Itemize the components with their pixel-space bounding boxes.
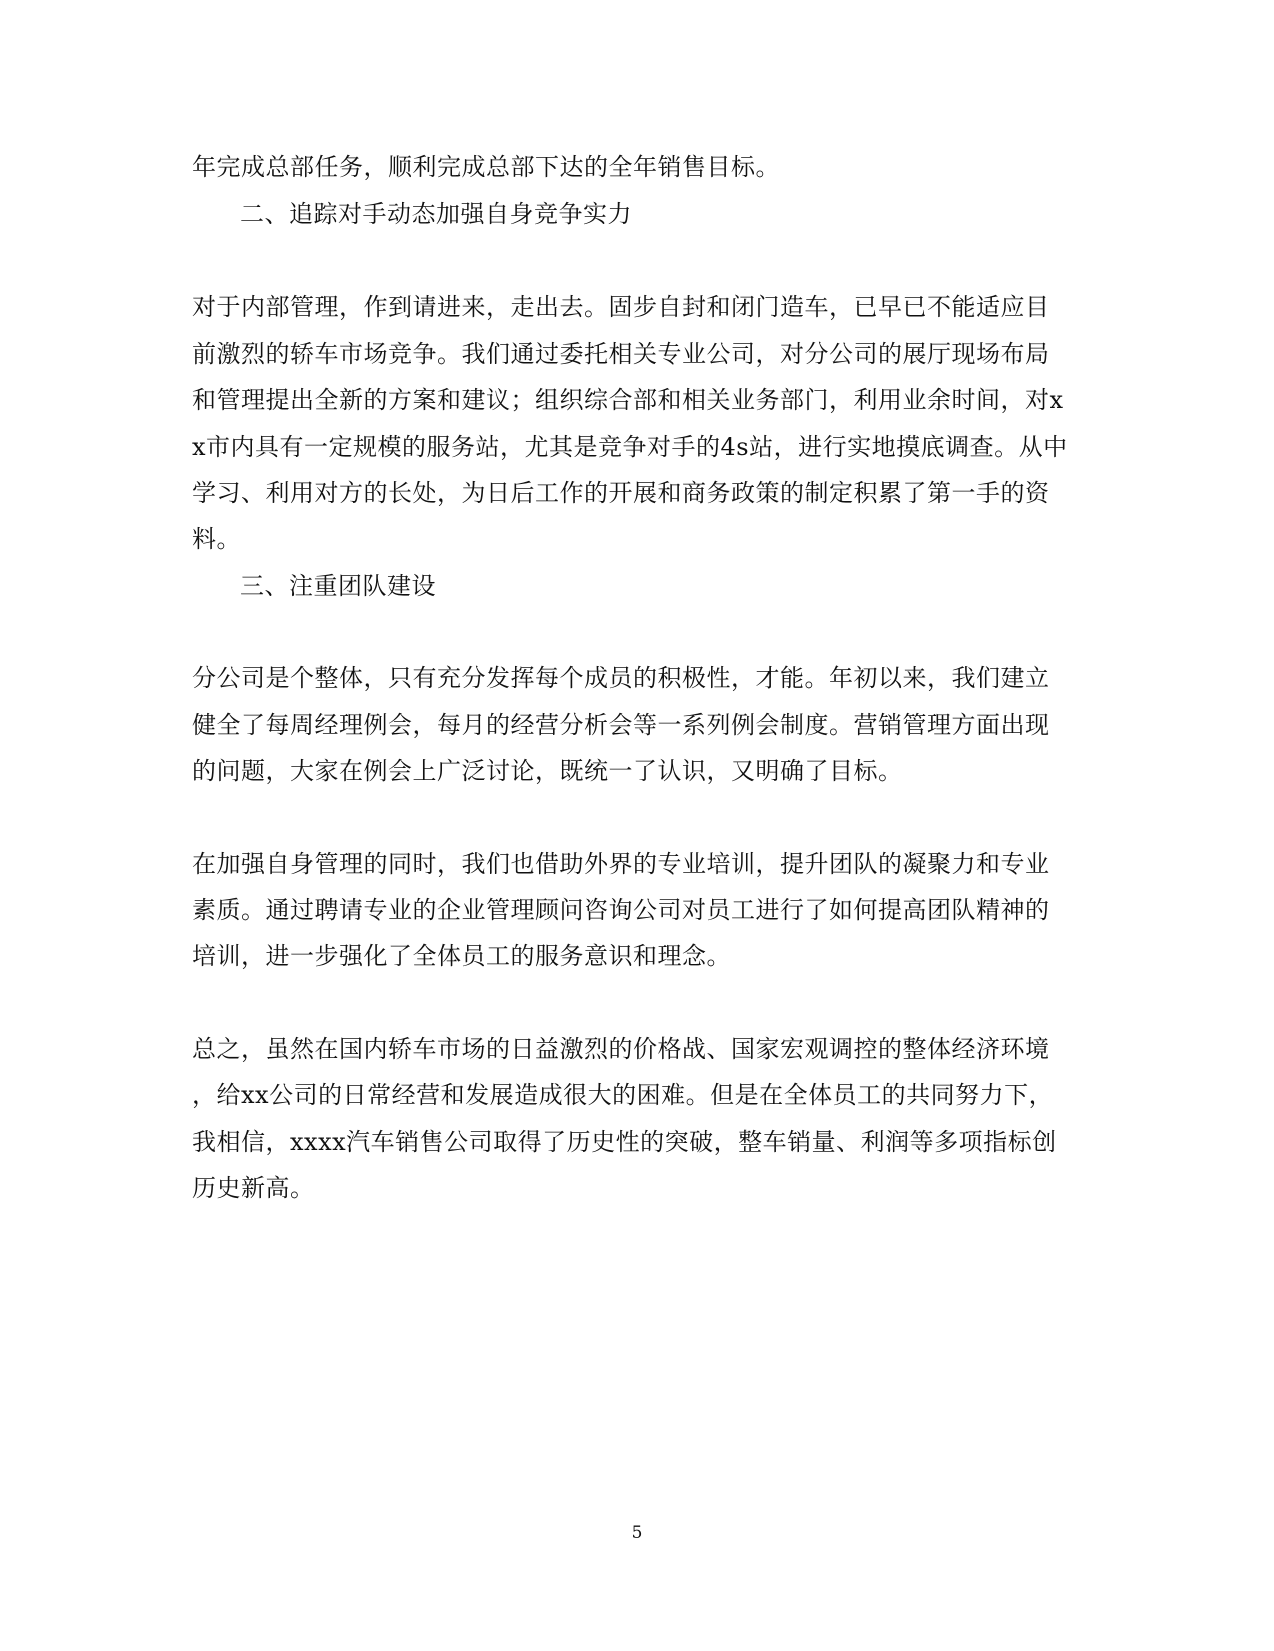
paragraph-line: ，给xx公司的日常经营和发展造成很大的困难。但是在全体员工的共同努力下， <box>192 1081 1054 1109</box>
paragraph-line: 素质。通过聘请专业的企业管理顾问咨询公司对员工进行了如何提高团队精神的 <box>192 896 1050 924</box>
paragraph-line: 对于内部管理，作到请进来，走出去。固步自封和闭门造车，已早已不能适应目 <box>192 293 1050 321</box>
paragraph-line: 在加强自身管理的同时，我们也借助外界的专业培训，提升团队的凝聚力和专业 <box>192 850 1050 878</box>
paragraph-line: 我相信，xxxx汽车销售公司取得了历史性的突破，整车销量、利润等多项指标创 <box>192 1128 1057 1156</box>
paragraph-line: 前激烈的轿车市场竞争。我们通过委托相关专业公司，对分公司的展厅现场布局 <box>192 340 1050 368</box>
paragraph-line: 学习、利用对方的长处，为日后工作的开展和商务政策的制定积累了第一手的资 <box>192 479 1050 507</box>
paragraph-line: 的问题，大家在例会上广泛讨论，既统一了认识，又明确了目标。 <box>192 757 903 785</box>
section-heading-team: 三、注重团队建设 <box>240 572 436 600</box>
paragraph-line: 年完成总部任务，顺利完成总部下达的全年销售目标。 <box>192 153 780 181</box>
paragraph-line: 总之，虽然在国内轿车市场的日益激烈的价格战、国家宏观调控的整体经济环境 <box>192 1035 1050 1063</box>
paragraph-line: x市内具有一定规模的服务站，尤其是竞争对手的4s站，进行实地摸底调查。从中 <box>192 433 1068 461</box>
paragraph-line: 分公司是个整体，只有充分发挥每个成员的积极性，才能。年初以来，我们建立 <box>192 664 1050 692</box>
paragraph-line: 健全了每周经理例会，每月的经营分析会等一系列例会制度。营销管理方面出现 <box>192 711 1050 739</box>
paragraph-line: 和管理提出全新的方案和建议；组织综合部和相关业务部门，利用业余时间，对x <box>192 386 1064 414</box>
page-number: 5 <box>631 1523 643 1543</box>
paragraph-line: 培训，进一步强化了全体员工的服务意识和理念。 <box>192 942 731 970</box>
paragraph-line: 料。 <box>192 525 241 553</box>
paragraph-line: 历史新高。 <box>192 1174 315 1202</box>
section-heading-competition: 二、追踪对手动态加强自身竞争实力 <box>240 200 632 228</box>
